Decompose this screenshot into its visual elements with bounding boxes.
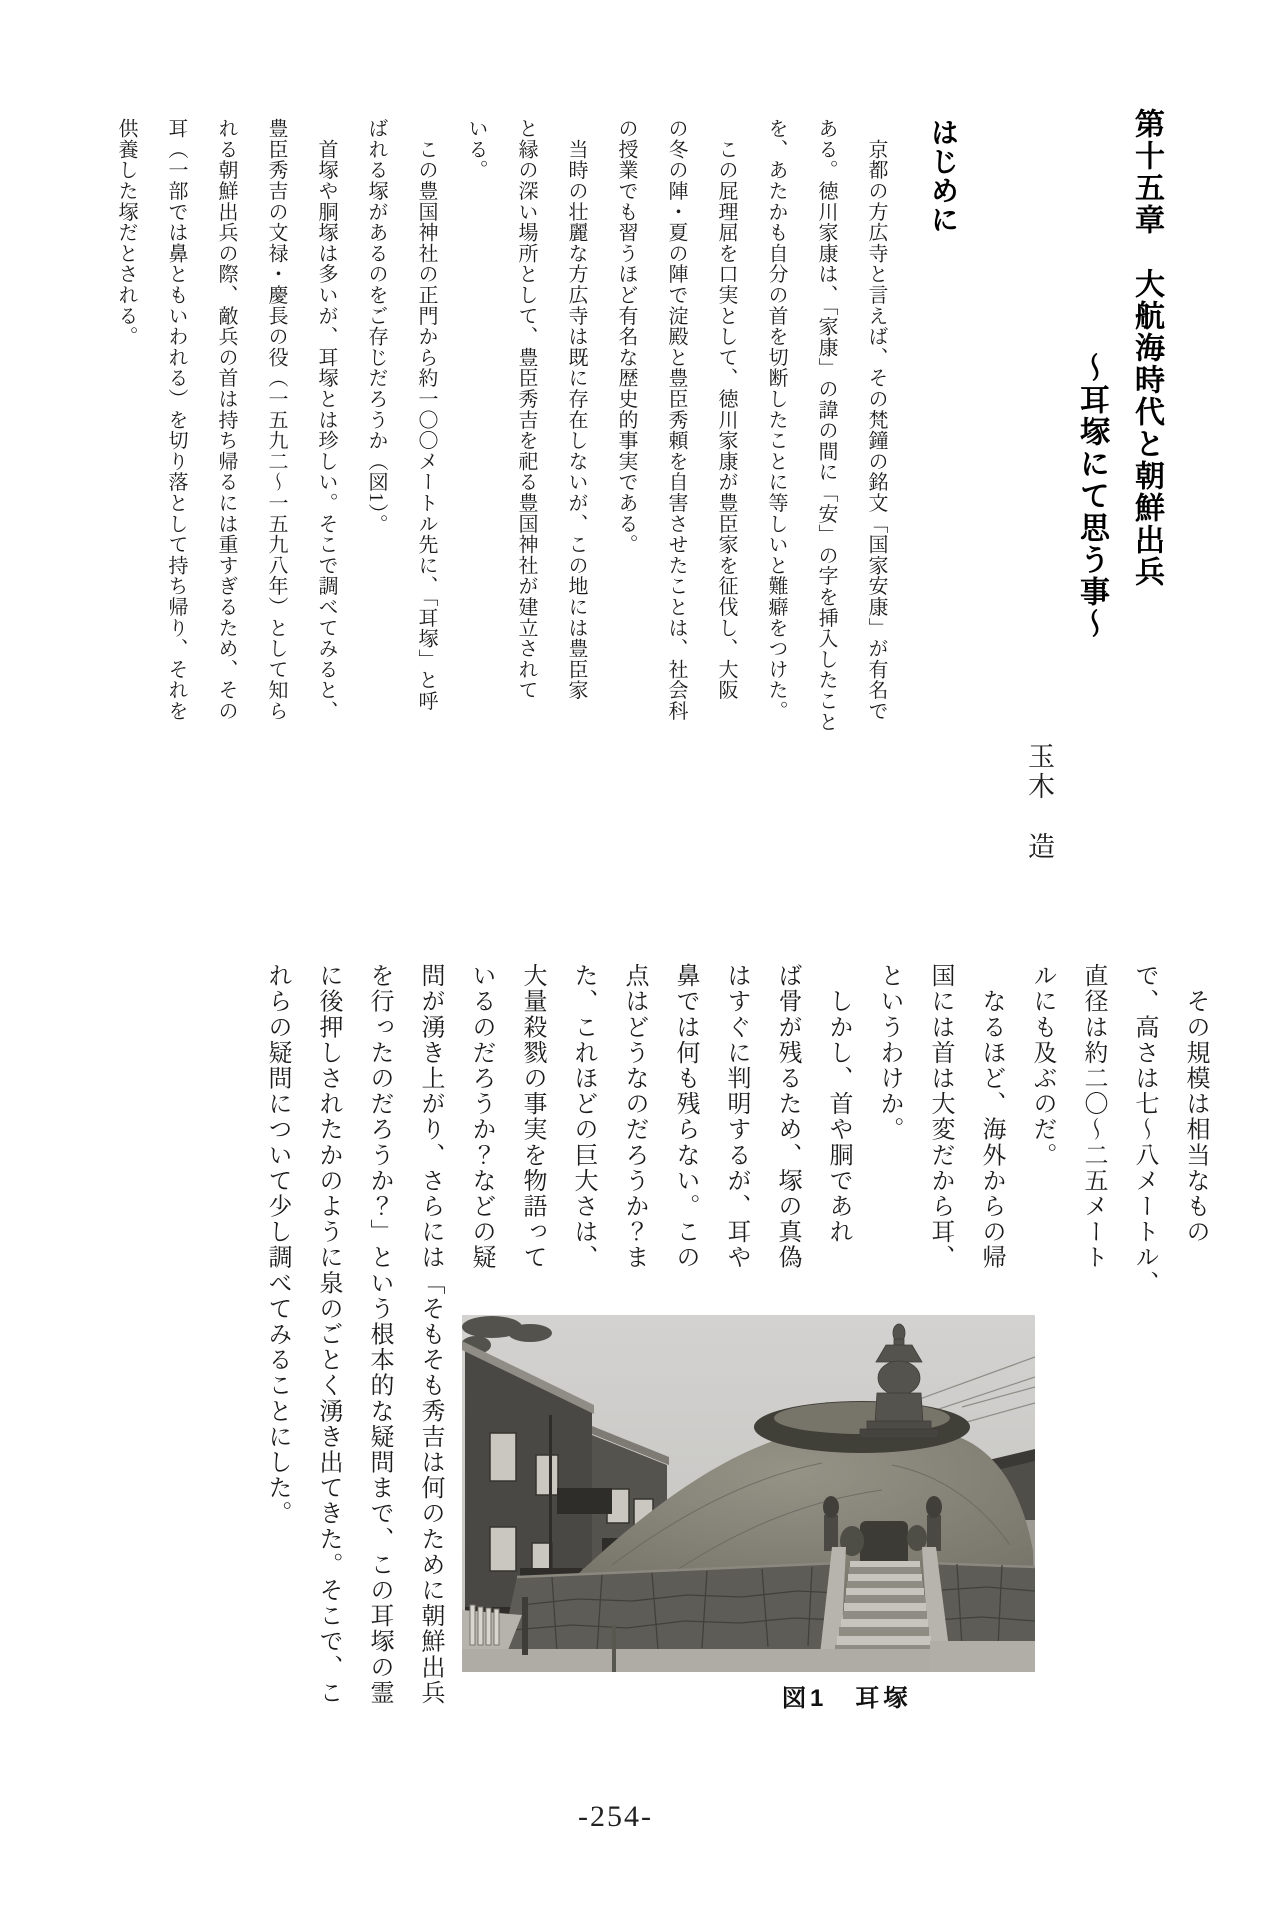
text-column: 直径は約二〇～二五メート (1080, 963, 1106, 1271)
text-column: この豊国神社の正門から約一〇〇メートル先に、「耳塚」と呼 (415, 118, 437, 712)
text-column: ばれる塚があるのをご存じだろうか（図1）。 (365, 118, 387, 535)
text-column: この屁理屈を口実として、徳川家康が豊臣家を征伐し、大阪 (715, 118, 737, 701)
text-column: 豊臣秀吉の文禄・慶長の役（一五九二～一五九八年）として知ら (265, 118, 287, 722)
text-column: を行ったのだろうか？」という根本的な疑問まで、この耳塚の霊 (366, 963, 392, 1706)
section-heading (923, 118, 963, 248)
text-column: はすぐに判明するが、耳や (723, 963, 749, 1271)
text-column: いる。 (465, 118, 487, 181)
text-column: ある。徳川家康は、「家康」の諱の間に「安」の字を挿入したこと (815, 118, 837, 732)
text-column: ば骨が残るため、塚の真偽 (774, 963, 800, 1271)
author-name (1020, 742, 1059, 882)
text-column: 耳（一部では鼻ともいわれる）を切り落として持ち帰り、それを (165, 118, 187, 722)
text-column: れらの疑問について少し調べてみることにした。 (264, 963, 290, 1527)
section-heading-text: はじめに (928, 118, 959, 234)
text-column: の冬の陣・夏の陣で淀殿と豊臣秀頼を自害させたことは、社会科 (665, 118, 687, 722)
text-column: 国には首は大変だから耳、 (927, 963, 953, 1271)
text-column: 大量殺戮の事実を物語って (519, 963, 545, 1271)
text-column: れる朝鮮出兵の際、敵兵の首は持ち帰るには重すぎるため、その (215, 118, 237, 722)
text-column: 首塚や胴塚は多いが、耳塚とは珍しい。そこで調べてみると、 (315, 118, 337, 722)
body-text-band-upper (455, 963, 1220, 1315)
text-column: 鼻では何も残らない。この (672, 963, 698, 1271)
text-column: の授業でも習うほど有名な歴史的事実である。 (615, 118, 637, 555)
mimizuka-photo (462, 1315, 1035, 1672)
figure1-caption: 図1 耳塚 (782, 1685, 912, 1712)
text-column: で、高さは七～八メートル、 (1131, 963, 1157, 1296)
chapter-subtitle-text: ～耳塚にて思う事～ (1075, 352, 1108, 640)
text-column: に後押しされたかのように泉のごとく湧き出てきた。そこで、こ (315, 963, 341, 1706)
page-number: -254- (578, 1800, 653, 1833)
chapter-subtitle (1069, 352, 1113, 712)
author-name-text: 玉木 造 (1024, 742, 1054, 862)
intro-text-band (101, 118, 901, 750)
text-column: 供養した塚だとされる。 (115, 118, 137, 347)
mimizuka-photo-illustration (462, 1315, 1035, 1672)
chapter-title-text: 第十五章 大航海時代と朝鮮出兵 (1130, 108, 1163, 588)
text-column: というわけか。 (876, 963, 902, 1143)
text-column: と縁の深い場所として、豊臣秀吉を祀る豊国神社が建立されて (515, 118, 537, 701)
chapter-title (1124, 108, 1168, 728)
text-column: 点はどうなのだろうか？ま (621, 963, 647, 1271)
body-text-band-left (251, 963, 455, 1725)
text-column: 問が湧き上がり、さらには「そもそも秀吉は何のために朝鮮出兵 (417, 963, 443, 1706)
text-column: いるのだろうか？などの疑 (468, 963, 494, 1271)
text-column: 当時の壮麗な方広寺は既に存在しないが、この地には豊臣家 (565, 118, 587, 701)
text-column: しかし、首や胴であれ (825, 963, 851, 1245)
text-column: なるほど、海外からの帰 (978, 963, 1004, 1271)
text-column: その規模は相当なもの (1182, 963, 1208, 1245)
text-column: を、あたかも自分の首を切断したことに等しいと難癖をつけた。 (765, 118, 787, 722)
text-column: ルにも及ぶのだ。 (1029, 963, 1055, 1168)
text-column: た、これほどの巨大さは、 (570, 963, 596, 1271)
text-column: 京都の方広寺と言えば、その梵鐘の銘文「国家安康」が有名で (865, 118, 887, 722)
